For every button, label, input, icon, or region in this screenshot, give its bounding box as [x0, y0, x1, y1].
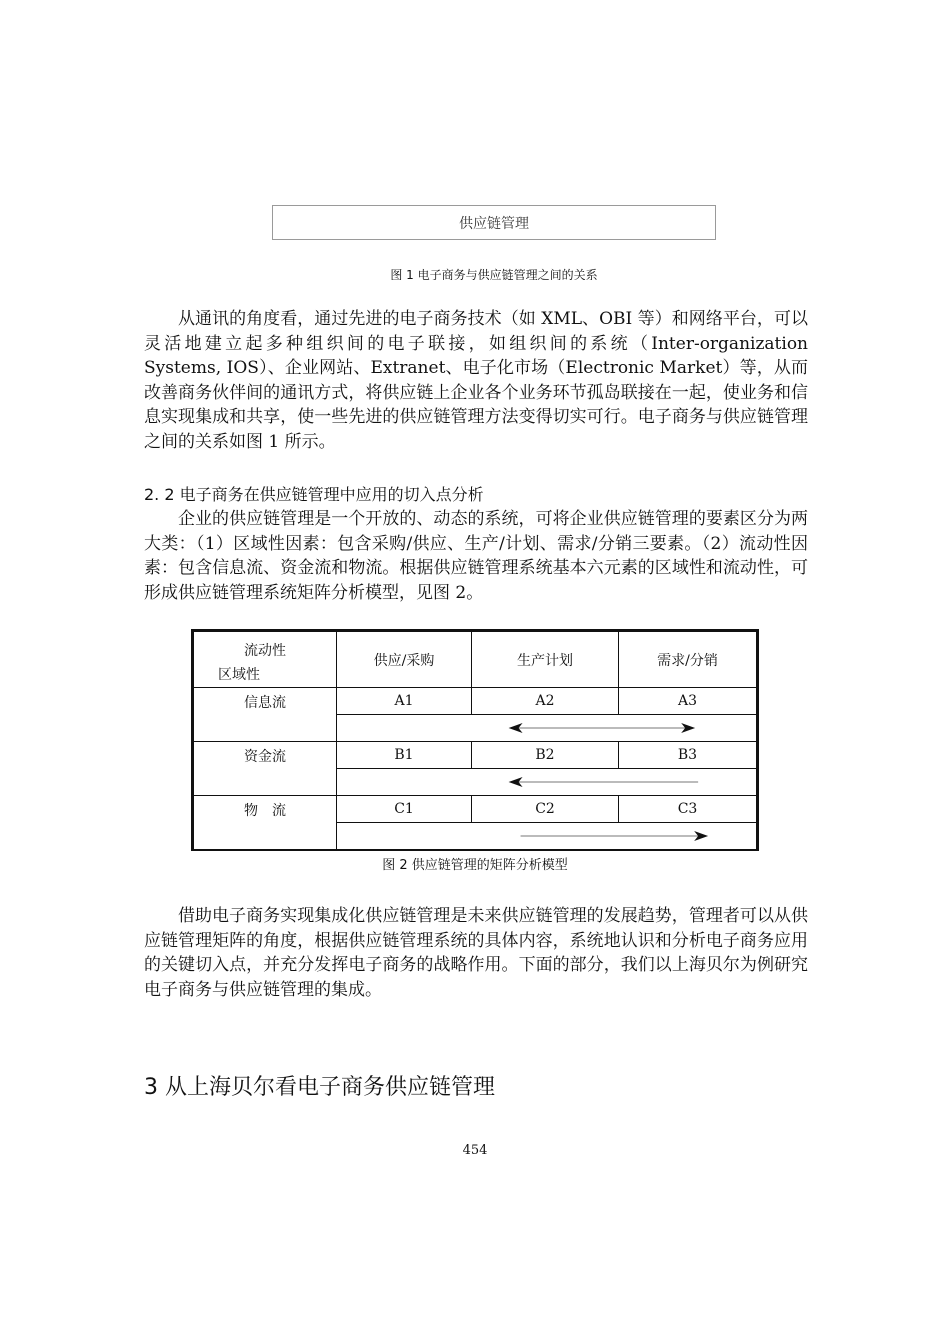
column-header: 需求/分销 — [619, 632, 757, 688]
matrix-cell: C1 — [337, 796, 472, 823]
figure1-box — [272, 205, 716, 240]
paragraph-communication: 从通讯的角度看，通过先进的电子商务技术（如 XML、OBI 等）和网络平台，可以灵活地建立起多种组织间的电子联接，如组织间的系统（Inter-organization Systems, IOS）、企业网站、Extranet、电子化市场（Electronic Market）等，从而改善商务伙伴间的通讯方式，将供应链上企业各个业务环节孤岛联接在一起，使业务和信息实现集成和共享，使一些先进的供应链管理方法变得切实可行。电子商务与供应链管理之间的关系如图 1 所示。 — [144, 309, 808, 452]
matrix-cell: A2 — [472, 688, 619, 715]
paragraph-integration-trend: 借助电子商务实现集成化供应链管理是未来供应链管理的发展趋势，管理者可以从供应链管理矩阵的角度，根据供应链管理系统的具体内容，系统地认识和分析电子商务应用的关键切入点，并充分发挥电子商务的战略作用。下面的部分，我们以上海贝尔为例研究电子商务与供应链管理的集成。 — [144, 906, 808, 1000]
paragraph-supply-chain-elements: 企业的供应链管理是一个开放的、动态的系统，可将企业供应链管理的要素区分为两大类：（1）区域性因素：包含采购/供应、生产/计划、需求/分销三要素。（2）流动性因素：包含信息流、资金流和物流。根据供应链管理系统基本六元素的区域性和流动性，可形成供应链管理系统矩阵分析模型，见图 2。 — [144, 509, 808, 603]
corner-flow-label: 流动性 — [244, 643, 286, 659]
row-label-info-flow: 信息流 — [194, 688, 337, 742]
figure1-box-label: 供应链管理 — [459, 215, 529, 232]
matrix-cell: C2 — [472, 796, 619, 823]
figure2-caption: 图 2 供应链管理的矩阵分析模型 — [382, 858, 568, 873]
corner-region-label: 区域性 — [218, 667, 260, 683]
right-arrow-icon — [337, 823, 756, 849]
column-header: 供应/采购 — [337, 632, 472, 688]
double-arrow-icon — [337, 715, 756, 741]
chapter-heading-3: 3 从上海贝尔看电子商务供应链管理 — [144, 1075, 495, 1100]
row-label-logistics: 物 流 — [194, 796, 337, 850]
matrix-cell: A1 — [337, 688, 472, 715]
matrix-cell: C3 — [619, 796, 757, 823]
logistics-arrow-cell — [337, 823, 757, 850]
capital-flow-arrow-cell — [337, 769, 757, 796]
matrix-cell: A3 — [619, 688, 757, 715]
matrix-cell: B2 — [472, 742, 619, 769]
figure1-caption: 图 1 电子商务与供应链管理之间的关系 — [390, 268, 598, 280]
left-arrow-icon — [337, 769, 756, 795]
matrix-corner-cell — [194, 632, 337, 688]
row-label-capital-flow: 资金流 — [194, 742, 337, 796]
matrix-cell: B3 — [619, 742, 757, 769]
matrix-cell: B1 — [337, 742, 472, 769]
page-number: 454 — [462, 1143, 488, 1158]
column-header: 生产计划 — [472, 632, 619, 688]
info-flow-arrow-cell — [337, 715, 757, 742]
section-heading-2-2: 2. 2 电子商务在供应链管理中应用的切入点分析 — [144, 485, 484, 504]
supply-chain-matrix — [191, 629, 759, 851]
